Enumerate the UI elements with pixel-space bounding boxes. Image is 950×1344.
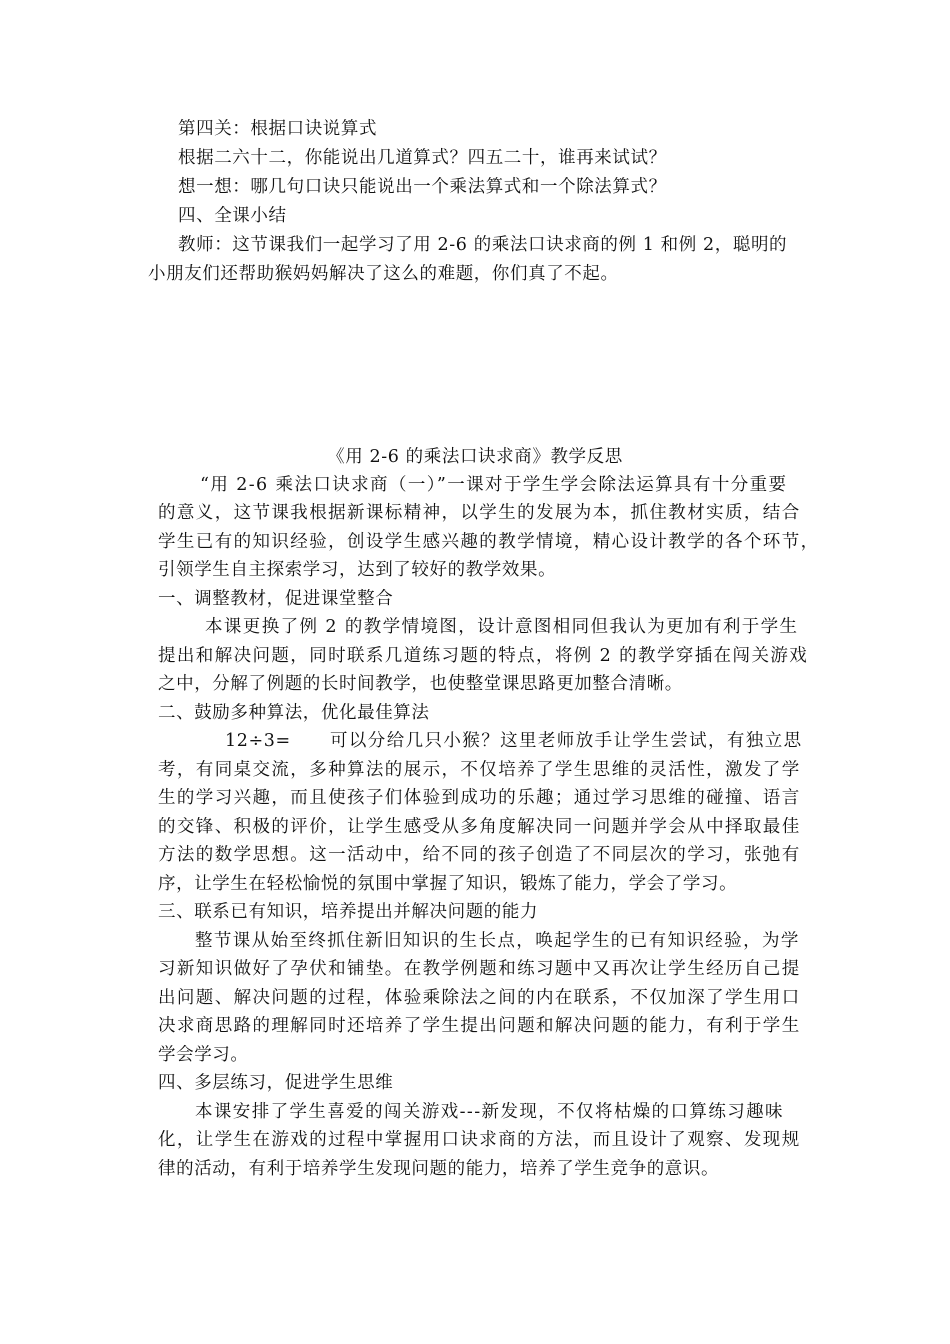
stage-four-heading: 第四关：根据口诀说算式 [178, 119, 378, 139]
paragraph-line: 本课安排了学生喜爱的闯关游戏---新发现，不仅将枯燥的口算练习趣味 [195, 1102, 784, 1122]
paragraph-line: “用 2-6 乘法口诀求商（一）”一课对于学生学会除法运算具有十分重要 [200, 475, 788, 495]
summary-heading: 四、全课小结 [178, 206, 287, 226]
paragraph-line: 可以分给几只小猴？这里老师放手让学生尝试，有独立思 [330, 731, 803, 751]
paragraph-line: 提出和解决问题，同时联系几道练习题的特点，将例 2 的教学穿插在闯关游戏 [158, 646, 809, 666]
paragraph-line: 学生已有的知识经验，创设学生感兴趣的教学情境，精心设计教学的各个环节， [158, 532, 820, 552]
section-heading: 四、多层练习，促进学生思维 [158, 1073, 394, 1093]
paragraph-line: 小朋友们还帮助猴妈妈解决了这么的难题，你们真了不起。 [148, 264, 619, 284]
paragraph-line: 学会学习。 [158, 1045, 249, 1065]
paragraph-line: 生的学习兴趣，而且使孩子们体验到成功的乐趣；通过学习思维的碰撞、语言 [158, 788, 801, 808]
paragraph-line: 教师：这节课我们一起学习了用 2-6 的乘法口诀求商的例 1 和例 2，聪明的 [178, 235, 788, 255]
paragraph-line: 整节课从始至终抓住新旧知识的生长点，唤起学生的已有知识经验，为学 [195, 931, 800, 951]
section-heading: 三、联系已有知识，培养提出并解决问题的能力 [158, 902, 539, 922]
paragraph-line: 的交锋、积极的评价，让学生感受从多角度解决同一问题并学会从中择取最佳 [158, 817, 801, 837]
paragraph-line: 考，有同桌交流，多种算法的展示，不仅培养了学生思维的灵活性，激发了学 [158, 760, 801, 780]
paragraph-line: 决求商思路的理解同时还培养了学生提出问题和解决问题的能力，有利于学生 [158, 1016, 801, 1036]
formula: 12÷3= [225, 731, 291, 751]
reflection-title: 《用 2-6 的乘法口诀求商》教学反思 [327, 447, 623, 467]
paragraph-line: 化，让学生在游戏的过程中掌握用口诀求商的方法，而且设计了观察、发现规 [158, 1130, 801, 1150]
paragraph-line: 出问题、解决问题的过程，体验乘除法之间的内在联系，不仅加深了学生用口 [158, 988, 801, 1008]
paragraph-line: 习新知识做好了孕伏和铺垫。在教学例题和练习题中又再次让学生经历自己提 [158, 959, 801, 979]
paragraph-line: 想一想：哪几句口诀只能说出一个乘法算式和一个除法算式？ [178, 177, 667, 197]
paragraph-line: 序，让学生在轻松愉悦的氛围中掌握了知识，锻炼了能力，学会了学习。 [158, 874, 738, 894]
paragraph-line: 律的活动，有利于培养学生发现问题的能力，培养了学生竞争的意识。 [158, 1159, 720, 1179]
section-heading: 二、鼓励多种算法，优化最佳算法 [158, 703, 430, 723]
section-heading: 一、调整教材，促进课堂整合 [158, 589, 394, 609]
paragraph-line: 方法的数学思想。这一活动中，给不同的孩子创造了不同层次的学习，张弛有 [158, 845, 801, 865]
paragraph-line: 的意义，这节课我根据新课标精神，以学生的发展为本，抓住教材实质，结合 [158, 503, 801, 523]
paragraph-line: 引领学生自主探索学习，达到了较好的教学效果。 [158, 560, 557, 580]
paragraph-line: 本课更换了例 2 的教学情境图，设计意图相同但我认为更加有利于学生 [205, 617, 799, 637]
paragraph-line: 之中，分解了例题的长时间教学，也使整堂课思路更加整合清晰。 [158, 674, 683, 694]
paragraph-line: 根据二六十二，你能说出几道算式？四五二十，谁再来试试？ [178, 148, 667, 168]
